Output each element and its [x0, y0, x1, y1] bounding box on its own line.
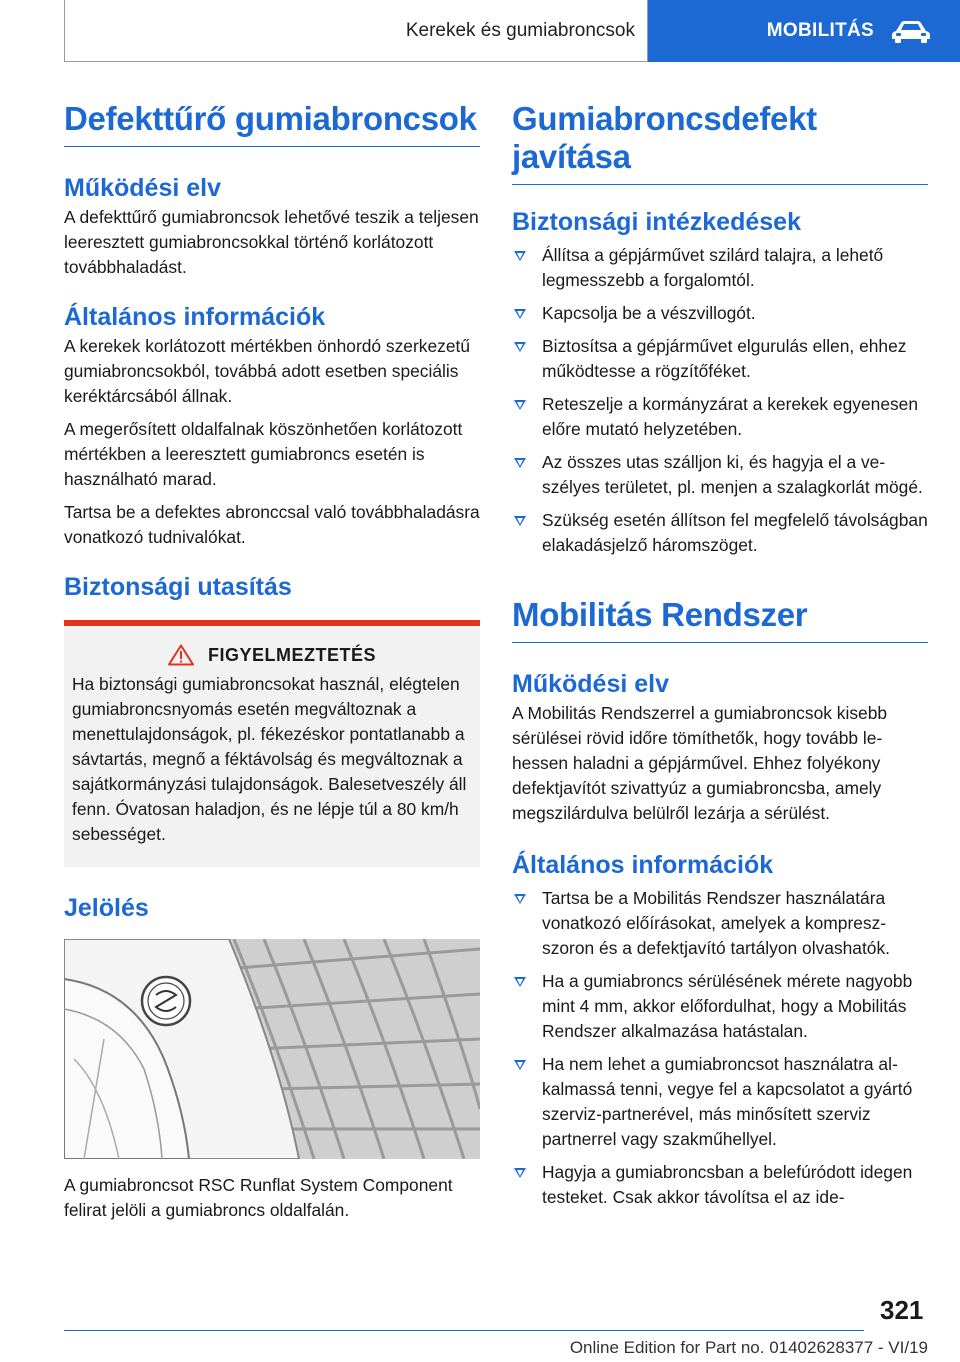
bullet-triangle-icon [514, 400, 526, 410]
list-item: Reteszelje a kormányzárat a kerekek egyenesen előre mutató helyzetében. [512, 392, 928, 442]
heading-safety-note: Biztonsági utasítás [64, 573, 292, 601]
warning-text: Ha biztonsági gumiabroncsokat használ, elégtelen gumiabroncsnyomás esetén megváltoznak a menettulajdonságok, pl. fékezéskor pontatlanabb a sávtartás, megnő a féktávolság és megváltoznak a sajátkormányzási tulajdonságok. Balesetveszély áll fenn. Óvatosan haladjon, és ne lépje túl a 80 km/h sebességet. [72, 674, 467, 844]
tire-sidewall-image [64, 939, 480, 1159]
page-title-repair: Gumiabroncsdefekt javítása [512, 100, 928, 185]
image-caption: A gumiabroncsot RSC Runflat System Component felirat jelöli a gumiabroncs oldalfalán. [64, 1175, 453, 1220]
header-section-title [64, 0, 648, 62]
bullet-triangle-icon [514, 894, 526, 904]
bullet-triangle-icon [514, 251, 526, 261]
list-item: Biztosítsa a gépjárművet elgurulás ellen, ehhez működtesse a rögzítőféket. [512, 334, 928, 384]
list-item: Hagyja a gumiabroncsban a belefúródott idegen testeket. Csak akkor távolítsa el az ide- [512, 1160, 928, 1210]
list-item: Ha nem lehet a gumiabroncsot használatra alkalmassá tenni, vegye fel a kapcsolatot a gyártó szerviz-partnerével, más minősített szerviz partnerrel vagy szakműhellyel. [512, 1052, 928, 1152]
general-info-p2: A megerősített oldalfalnak köszönhetően korlátozott mértékben a leeresztett gumiabroncs esetén is használható marad. [64, 419, 463, 489]
car-icon [890, 19, 932, 43]
heading-marking: Jelölés [64, 894, 149, 922]
list-item: Ha a gumiabroncs sérülésének mérete nagyobb mint 4 mm, akkor előfordulhat, hogy a Mobilitás Rendszer alkalmazása hatástalan. [512, 969, 928, 1044]
right-column [512, 100, 928, 1210]
header-chapter-tab [648, 0, 960, 62]
footer-divider [64, 1330, 864, 1331]
heading-mobility-principle: Működési elv [512, 670, 669, 698]
list-item: Szükség esetén állítson fel megfelelő távolságban elakadásjelző háromszöget. [512, 508, 928, 558]
page-title-runflat: Defekttűrő gumiabroncsok [64, 100, 480, 147]
warning-box [64, 620, 480, 867]
bullet-triangle-icon [514, 1060, 526, 1070]
heading-mobility-info: Általános információk [512, 851, 774, 879]
heading-safety-measures: Biztonsági intézkedések [512, 208, 801, 236]
bullet-triangle-icon [514, 516, 526, 526]
general-info-p1: A kerekek korlátozott mértékben önhordó szerkezetű gumiabroncsokból, továbbá adott esetben speciális keréktárcsából állnak. [64, 336, 470, 406]
bullet-triangle-icon [514, 342, 526, 352]
warning-title: FIGYELMEZTETÉS [207, 644, 376, 665]
bullet-triangle-icon [514, 977, 526, 987]
bullet-triangle-icon [514, 458, 526, 468]
tire-illustration [64, 939, 480, 1159]
page-number: 321 [880, 1295, 924, 1325]
list-item: Kapcsolja be a vészvillogót. [512, 301, 928, 326]
principle-text: A defekttűrő gumiabroncsok lehetővé teszik a teljesen leeresztett gumiabroncsokkal történő korlátozott továbbhaladást. [64, 207, 479, 277]
safety-measures-list [512, 243, 928, 558]
mobility-info-list [512, 886, 928, 1210]
rsc-logo-icon [142, 977, 190, 1025]
warning-header [72, 644, 472, 666]
section-label: Kerekek és gumiabroncsok [405, 19, 635, 41]
left-column [64, 100, 480, 1223]
bullet-triangle-icon [514, 1168, 526, 1178]
chapter-label: MOBILITÁS [766, 20, 874, 41]
footer-edition: Online Edition for Part no. 01402628377 - VI/19 [569, 1338, 928, 1357]
list-item: Az összes utas szálljon ki, és hagyja el a veszélyes területet, pl. menjen a szalagkorlát mögé. [512, 450, 928, 500]
page-title-mobility: Mobilitás Rendszer [512, 596, 928, 643]
heading-general-info: Általános információk [64, 303, 326, 331]
warning-triangle-icon [168, 644, 194, 666]
mobility-principle-text: A Mobilitás Rendszerrel a gumiabroncsok kisebb sérülései rövid időre tömíthetők, hogy tovább lehessen haladni a gépjárművel. Ehhez folyékony defektjavítót szivattyúz a gumiabroncsba, amely megszilárdulva belülről lezárja a sérülést. [512, 703, 888, 823]
heading-principle: Működési elv [64, 174, 221, 202]
list-item: Állítsa a gépjárművet szilárd talajra, a lehető legmesszebb a forgalomtól. [512, 243, 928, 293]
bullet-triangle-icon [514, 309, 526, 319]
general-info-p3: Tartsa be a defektes abronccsal való továbbhaladásra vonatkozó tudnivalókat. [64, 502, 480, 547]
list-item: Tartsa be a Mobilitás Rendszer használatára vonatkozó előírásokat, amelyek a kompreszszoron és a defektjavító tartályon olvashatók. [512, 886, 928, 961]
